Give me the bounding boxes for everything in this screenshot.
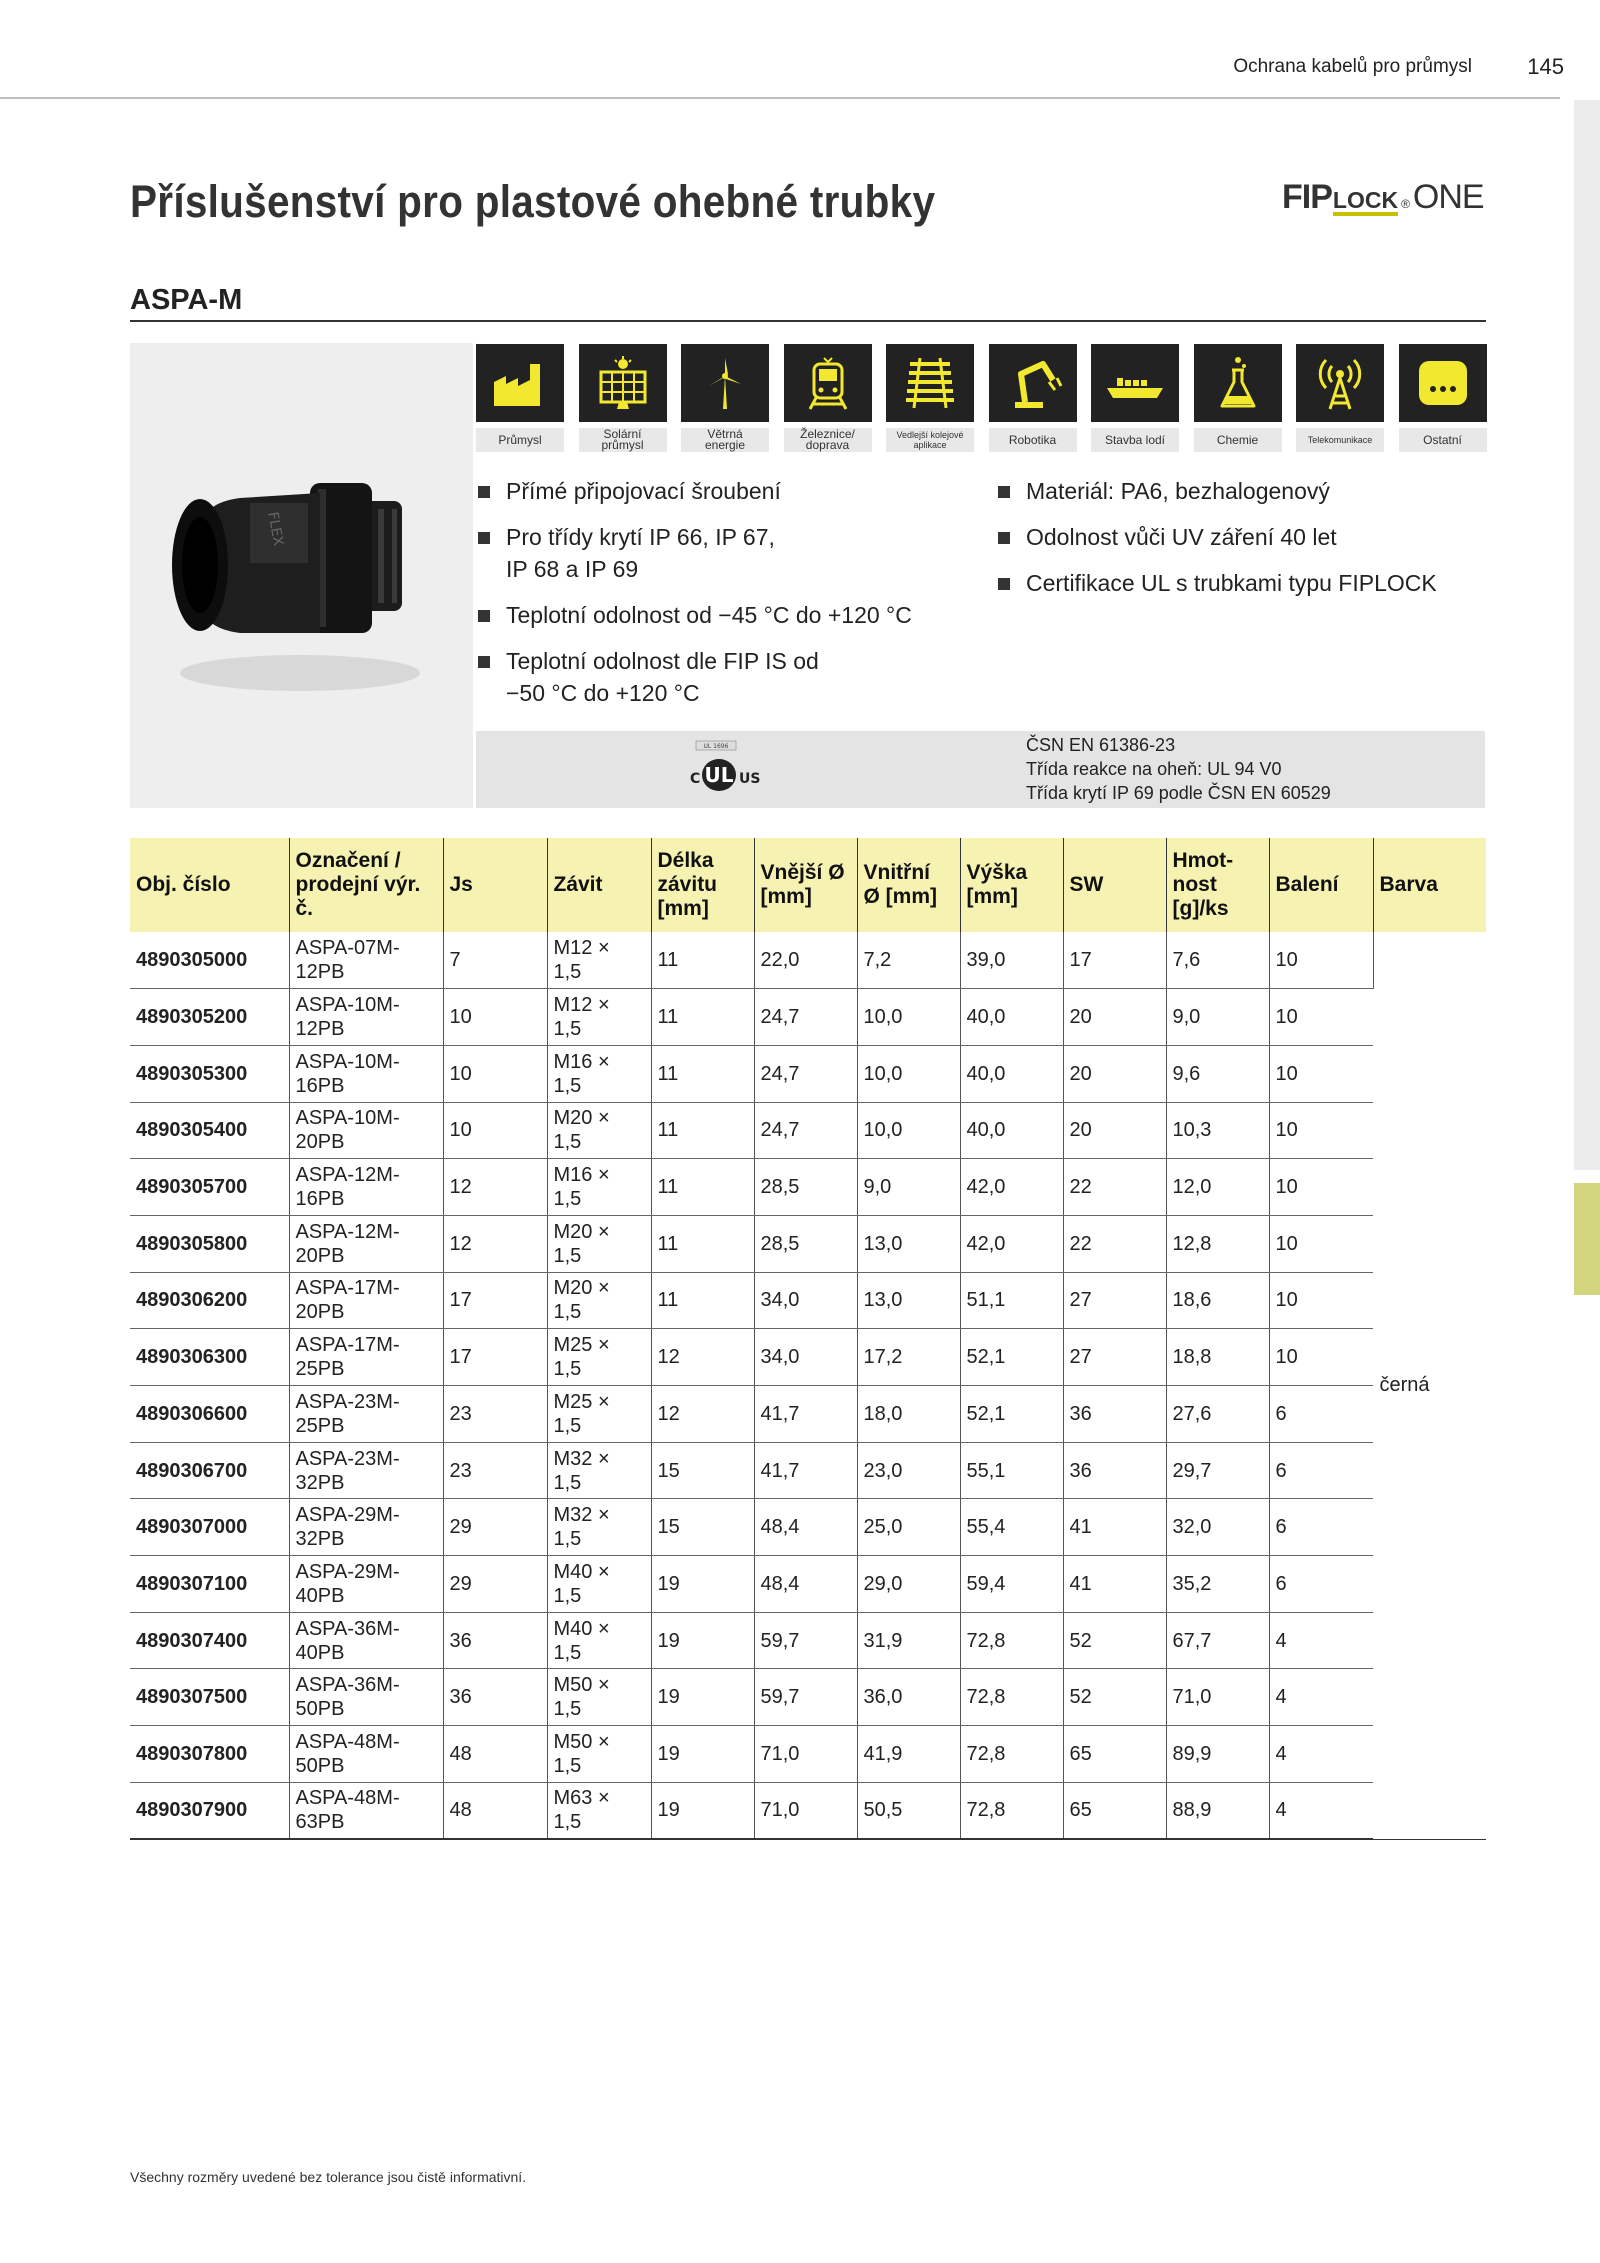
industry-label: Telekomunikace [1296,428,1384,452]
feature-item: Odolnost vůči UV záření 40 let [998,521,1488,553]
table-cell: 15 [651,1499,754,1556]
table-cell: 24,7 [754,1102,857,1159]
product-image [130,343,473,808]
table-cell: 4890306700 [130,1442,289,1499]
table-cell: 20 [1063,989,1166,1046]
table-cell: 13,0 [857,1272,960,1329]
table-cell: 41,7 [754,1442,857,1499]
table-cell: 10 [443,989,547,1046]
table-cell: M20 × 1,5 [547,1215,651,1272]
table-cell: 88,9 [1166,1782,1269,1839]
table-cell: 35,2 [1166,1556,1269,1613]
subtitle-divider [130,320,1486,322]
ul-certification-mark [682,739,772,801]
table-cell: 11 [651,1215,754,1272]
table-cell: 25,0 [857,1499,960,1556]
table-cell: 29 [443,1556,547,1613]
table-cell: 52 [1063,1669,1166,1726]
table-cell: 20 [1063,1045,1166,1102]
table-cell: 19 [651,1669,754,1726]
table-cell: M32 × 1,5 [547,1442,651,1499]
table-cell: 29,0 [857,1556,960,1613]
table-row [130,932,1486,989]
column-header: Označení / prodejní výr. č. [289,838,443,932]
table-cell: ASPA-10M- 20PB [289,1102,443,1159]
table-cell: 48,4 [754,1556,857,1613]
table-cell: 10,3 [1166,1102,1269,1159]
column-header: Js [443,838,547,932]
table-cell: 4890306600 [130,1386,289,1443]
table-cell: 10 [1269,1272,1373,1329]
table-cell: 12 [443,1215,547,1272]
table-cell: 10 [443,1102,547,1159]
logo-lock: LOCK [1333,189,1398,216]
table-cell: ASPA-23M- 25PB [289,1386,443,1443]
table-cell: 31,9 [857,1612,960,1669]
table-cell: 6 [1269,1442,1373,1499]
table-cell: 4 [1269,1782,1373,1839]
column-header: SW [1063,838,1166,932]
table-cell: M40 × 1,5 [547,1556,651,1613]
table-cell: 36 [443,1612,547,1669]
wind-turbine-icon [695,356,755,410]
table-row [130,989,1486,1046]
table-cell: 40,0 [960,1045,1063,1102]
chapter-tab [1574,1183,1600,1295]
table-cell: 4890305000 [130,932,289,989]
table-cell: 36,0 [857,1669,960,1726]
table-cell: M25 × 1,5 [547,1386,651,1443]
table-cell: 4890305400 [130,1102,289,1159]
table-cell: 72,8 [960,1612,1063,1669]
table-row [130,1329,1486,1386]
table-cell: ASPA-29M- 32PB [289,1499,443,1556]
table-cell: ASPA-29M- 40PB [289,1556,443,1613]
table-cell: ASPA-07M- 12PB [289,932,443,989]
factory-icon [490,356,550,410]
table-cell: 18,0 [857,1386,960,1443]
table-cell: 7,6 [1166,932,1269,989]
table-cell: ASPA-12M- 16PB [289,1159,443,1216]
industry-item [989,344,1077,452]
table-cell: M12 × 1,5 [547,989,651,1046]
table-cell: 40,0 [960,989,1063,1046]
industry-label: Solární průmysl [579,428,667,452]
logo-one: ONE [1412,178,1484,216]
table-cell: 39,0 [960,932,1063,989]
table-cell: 9,0 [857,1159,960,1216]
table-row [130,1556,1486,1613]
table-cell: 59,4 [960,1556,1063,1613]
train-icon [798,356,858,410]
logo-registered: ® [1401,197,1410,211]
table-cell: 4890305200 [130,989,289,1046]
industry-item [579,344,667,452]
table-cell: 28,5 [754,1159,857,1216]
flask-icon [1208,356,1268,410]
table-row [130,1499,1486,1556]
table-cell: 22 [1063,1215,1166,1272]
table-cell: ASPA-36M- 40PB [289,1612,443,1669]
feature-item: Pro třídy krytí IP 66, IP 67, IP 68 a IP 69 [478,521,978,585]
table-cell: 11 [651,989,754,1046]
page-number: 145 [1527,54,1564,79]
ul-mark-us: US [739,771,761,787]
table-cell: 32,0 [1166,1499,1269,1556]
column-header: Závit [547,838,651,932]
table-body [130,932,1486,1839]
ul-mark-top-text: UL 1696 [703,743,729,750]
table-cell: 11 [651,1102,754,1159]
table-cell: 71,0 [754,1726,857,1783]
table-cell: 71,0 [754,1782,857,1839]
column-header: Hmot- nost [g]/ks [1166,838,1269,932]
table-cell: ASPA-36M- 50PB [289,1669,443,1726]
table-cell: 24,7 [754,989,857,1046]
table-cell: 4 [1269,1669,1373,1726]
table-cell: 59,7 [754,1669,857,1726]
table-cell: M63 × 1,5 [547,1782,651,1839]
table-cell: M20 × 1,5 [547,1272,651,1329]
table-cell: ASPA-12M- 20PB [289,1215,443,1272]
table-cell: 41 [1063,1556,1166,1613]
table-cell: M32 × 1,5 [547,1499,651,1556]
table-cell: 12 [651,1386,754,1443]
table-cell: 34,0 [754,1272,857,1329]
industry-item [1091,344,1179,452]
column-header: Obj. číslo [130,838,289,932]
svg-text:UL: UL [704,763,734,787]
industry-label: Stavba lodí [1091,428,1179,452]
table-cell: 4 [1269,1726,1373,1783]
column-header: Výška [mm] [960,838,1063,932]
table-cell: 6 [1269,1386,1373,1443]
industry-item [681,344,769,452]
antenna-icon [1310,356,1370,410]
svg-text:FLEX: FLEX [264,510,287,548]
table-cell: 72,8 [960,1726,1063,1783]
table-cell: 4890305700 [130,1159,289,1216]
robot-arm-icon [1003,356,1063,410]
table-cell: 13,0 [857,1215,960,1272]
table-cell: 7 [443,932,547,989]
industry-label: Větrná energie [681,428,769,452]
table-cell: 19 [651,1726,754,1783]
table-cell: 29,7 [1166,1442,1269,1499]
table-cell: 67,7 [1166,1612,1269,1669]
industry-label: Robotika [989,428,1077,452]
table-cell: 10 [1269,932,1373,989]
table-cell: 48 [443,1782,547,1839]
table-row [130,1612,1486,1669]
table-cell: 9,6 [1166,1045,1269,1102]
certification-line: Třída reakce na oheň: UL 94 V0 [1026,759,1282,779]
industry-item [1194,344,1282,452]
logo-fip: FIP [1282,178,1332,216]
feature-item: Přímé připojovací šroubení [478,475,978,507]
table-row [130,1102,1486,1159]
table-cell: 51,1 [960,1272,1063,1329]
table-cell: 50,5 [857,1782,960,1839]
table-row [130,1045,1486,1102]
table-cell: 52,1 [960,1329,1063,1386]
table-cell: 22 [1063,1159,1166,1216]
product-subtitle: ASPA-M [130,284,243,316]
table-cell: 4890306300 [130,1329,289,1386]
table-cell: ASPA-17M- 20PB [289,1272,443,1329]
table-cell: 11 [651,1045,754,1102]
certification-lines [1026,733,1331,805]
table-cell: 10 [1269,1159,1373,1216]
table-cell: 41 [1063,1499,1166,1556]
table-cell: 40,0 [960,1102,1063,1159]
ship-icon [1105,356,1165,410]
table-cell: 12,0 [1166,1159,1269,1216]
certification-box [476,731,1485,808]
product-table [130,838,1486,1840]
features-left [478,475,978,723]
table-cell: 17 [1063,932,1166,989]
table-header-row [130,838,1486,932]
ul-mark-c: C [690,771,701,787]
features-right [998,475,1488,613]
table-cell: 89,9 [1166,1726,1269,1783]
table-cell: 4890307400 [130,1612,289,1669]
table-cell: 27 [1063,1272,1166,1329]
table-cell: 65 [1063,1726,1166,1783]
feature-item: Materiál: PA6, bezhalogenový [998,475,1488,507]
column-header: Délka závitu [mm] [651,838,754,932]
table-cell: 10 [1269,989,1373,1046]
table-cell: 27 [1063,1329,1166,1386]
table-cell: 6 [1269,1499,1373,1556]
table-cell: 10 [443,1045,547,1102]
table-cell: 19 [651,1612,754,1669]
table-row [130,1782,1486,1839]
table-cell: 12 [443,1159,547,1216]
table-cell: M20 × 1,5 [547,1102,651,1159]
table-cell: 17 [443,1272,547,1329]
table-cell: ASPA-10M- 16PB [289,1045,443,1102]
industry-item [1399,344,1487,452]
industry-label: Železnice/ doprava [784,428,872,452]
table-row [130,1272,1486,1329]
table-cell: M12 × 1,5 [547,932,651,989]
table-cell: 10 [1269,1045,1373,1102]
table-cell: 11 [651,932,754,989]
industry-item [886,344,974,452]
feature-item: Teplotní odolnost dle FIP IS od −50 °C do +120 °C [478,645,978,709]
table-cell: 4890307900 [130,1782,289,1839]
table-cell: ASPA-17M- 25PB [289,1329,443,1386]
table-cell: 72,8 [960,1669,1063,1726]
industry-item [1296,344,1384,452]
table-cell: 17 [443,1329,547,1386]
table-cell: 12,8 [1166,1215,1269,1272]
table-cell: 42,0 [960,1215,1063,1272]
solar-panel-icon [593,356,653,410]
table-cell: M16 × 1,5 [547,1159,651,1216]
table-cell: 52,1 [960,1386,1063,1443]
color-cell: černá [1373,932,1486,1839]
table-cell: 10 [1269,1329,1373,1386]
header-section-title: Ochrana kabelů pro průmysl [1233,56,1472,77]
table-cell: 17,2 [857,1329,960,1386]
table-cell: 4890305300 [130,1045,289,1102]
table-row [130,1386,1486,1443]
table-cell: 10,0 [857,1102,960,1159]
industry-item [784,344,872,452]
table-cell: 36 [1063,1442,1166,1499]
railway-track-icon [900,356,960,410]
column-header: Vnější Ø [mm] [754,838,857,932]
table-cell: 42,0 [960,1159,1063,1216]
table-cell: 4890306200 [130,1272,289,1329]
table-cell: 36 [1063,1386,1166,1443]
table-cell: 55,1 [960,1442,1063,1499]
table-cell: M40 × 1,5 [547,1612,651,1669]
industry-label: Průmysl [476,428,564,452]
table-cell: M50 × 1,5 [547,1669,651,1726]
table-cell: 34,0 [754,1329,857,1386]
table-cell: 15 [651,1442,754,1499]
table-cell: 4890307800 [130,1726,289,1783]
table-cell: 71,0 [1166,1669,1269,1726]
fiplock-one-logo [1282,178,1484,217]
header-divider [0,97,1560,99]
table-cell: ASPA-48M- 50PB [289,1726,443,1783]
table-cell: 72,8 [960,1782,1063,1839]
table-cell: ASPA-23M- 32PB [289,1442,443,1499]
column-header: Balení [1269,838,1373,932]
table-cell: 27,6 [1166,1386,1269,1443]
certification-line: Třída krytí IP 69 podle ČSN EN 60529 [1026,783,1331,803]
table-cell: 6 [1269,1556,1373,1613]
table-cell: 55,4 [960,1499,1063,1556]
more-icon [1413,356,1473,410]
table-cell: 18,8 [1166,1329,1269,1386]
table-cell: 10 [1269,1215,1373,1272]
table-cell: 4890307100 [130,1556,289,1613]
table-row [130,1442,1486,1499]
table-cell: 4890307000 [130,1499,289,1556]
table-cell: 11 [651,1159,754,1216]
table-cell: 10,0 [857,1045,960,1102]
table-cell: M50 × 1,5 [547,1726,651,1783]
table-cell: M25 × 1,5 [547,1329,651,1386]
table-cell: 4890307500 [130,1669,289,1726]
table-cell: 18,6 [1166,1272,1269,1329]
table-cell: 41,7 [754,1386,857,1443]
table-cell: ASPA-48M- 63PB [289,1782,443,1839]
footer-note: Všechny rozměry uvedené bez tolerance jsou čistě informativní. [130,2169,527,2185]
industry-label: Chemie [1194,428,1282,452]
table-cell: 24,7 [754,1045,857,1102]
certification-line: ČSN EN 61386-23 [1026,735,1176,755]
table-row [130,1215,1486,1272]
industry-label: Vedlejší kolejové aplikace [886,428,974,452]
column-header: Barva [1373,838,1486,932]
table-cell: 41,9 [857,1726,960,1783]
feature-item: Teplotní odolnost od −45 °C do +120 °C [478,599,978,631]
table-cell: 19 [651,1782,754,1839]
industry-label: Ostatní [1399,428,1487,452]
table-cell: 20 [1063,1102,1166,1159]
table-cell: 28,5 [754,1215,857,1272]
side-strip [1574,100,1600,1170]
feature-item: Certifikace UL s trubkami typu FIPLOCK [998,567,1488,599]
table-cell: 10,0 [857,989,960,1046]
cable-gland-illustration [130,343,473,808]
table-row [130,1726,1486,1783]
table-cell: 48,4 [754,1499,857,1556]
table-cell: 59,7 [754,1612,857,1669]
column-header: Vnitřní Ø [mm] [857,838,960,932]
table-cell: 36 [443,1669,547,1726]
table-cell: 7,2 [857,932,960,989]
table-cell: M16 × 1,5 [547,1045,651,1102]
table-cell: 23 [443,1442,547,1499]
table-cell: 19 [651,1556,754,1613]
table-cell: 29 [443,1499,547,1556]
table-cell: 52 [1063,1612,1166,1669]
table-cell: 22,0 [754,932,857,989]
table-cell: 9,0 [1166,989,1269,1046]
table-cell: 23,0 [857,1442,960,1499]
table-row [130,1159,1486,1216]
table-cell: 4890305800 [130,1215,289,1272]
table-row [130,1669,1486,1726]
industry-icons [476,344,1501,452]
table-cell: 65 [1063,1782,1166,1839]
page-title: Příslušenství pro plastové ohebné trubky [130,176,936,227]
table-cell: 23 [443,1386,547,1443]
table-cell: 12 [651,1329,754,1386]
table-cell: 48 [443,1726,547,1783]
table-cell: 11 [651,1272,754,1329]
table-cell: 10 [1269,1102,1373,1159]
table-cell: 4 [1269,1612,1373,1669]
table-cell: ASPA-10M- 12PB [289,989,443,1046]
industry-item [476,344,564,452]
